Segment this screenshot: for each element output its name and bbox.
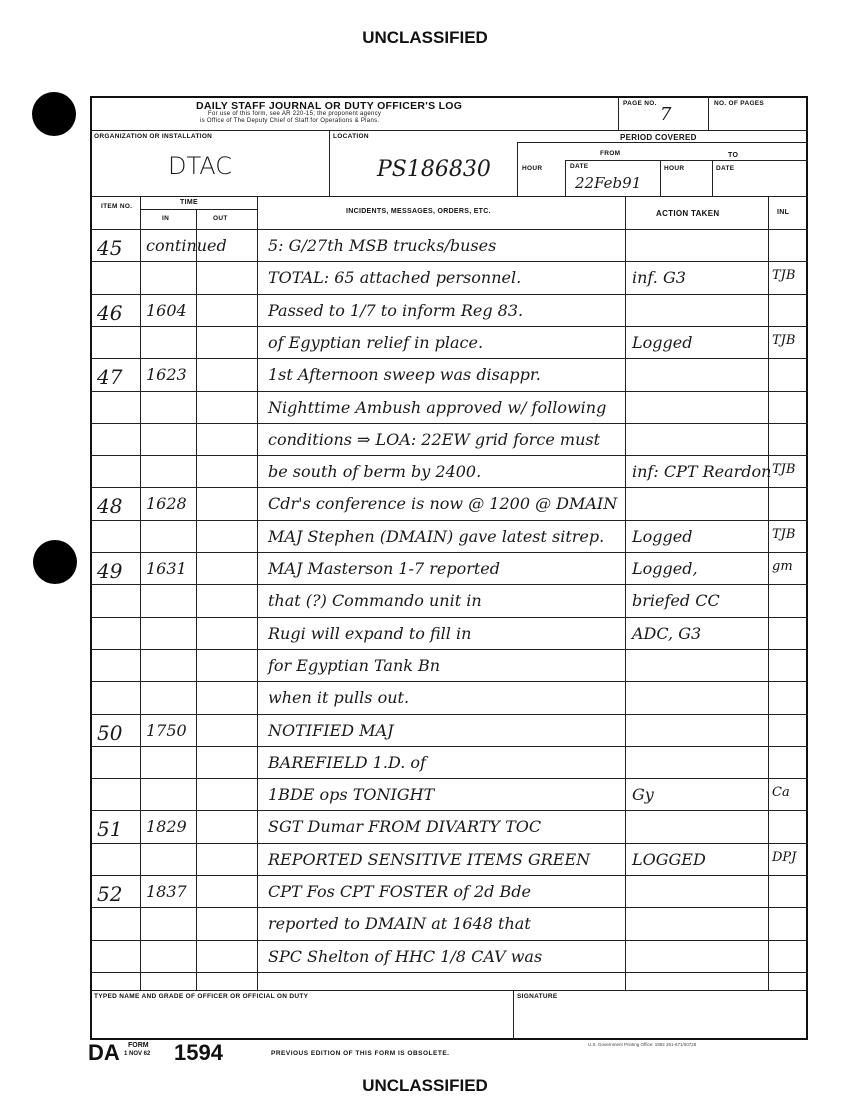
initials: DPJ <box>772 850 797 865</box>
time-in: 1750 <box>146 721 187 740</box>
time-in: 1829 <box>146 817 187 836</box>
row-divider <box>90 520 808 521</box>
row-divider <box>90 746 808 747</box>
form-word: FORM <box>128 1042 149 1049</box>
initials: gm <box>772 559 793 574</box>
row-divider <box>90 649 808 650</box>
row-divider <box>90 843 808 844</box>
initials: Ca <box>772 785 790 800</box>
action-taken: Logged <box>632 333 693 352</box>
item-number: 47 <box>97 365 123 389</box>
entry-text: BAREFIELD 1.D. of <box>268 753 426 772</box>
page-no-value: 7 <box>660 104 672 125</box>
from-label: FROM <box>600 150 621 157</box>
col-out: OUT <box>213 215 228 222</box>
col-inl: INL <box>777 209 790 216</box>
time-in: 1837 <box>146 882 187 901</box>
form-subtitle-1: For use of this form, see AR 220-15; the proponent agency <box>208 111 382 117</box>
row-divider <box>90 391 808 392</box>
typed-name-label: TYPED NAME AND GRADE OF OFFICER OR OFFICIAL ON DUTY <box>94 993 309 1000</box>
entry-text: when it pulls out. <box>268 688 410 707</box>
row-divider <box>90 261 808 262</box>
no-of-pages-label: NO. OF PAGES <box>714 100 765 107</box>
entry-text: of Egyptian relief in place. <box>268 333 484 352</box>
row-divider <box>90 423 808 424</box>
row-divider <box>90 972 808 973</box>
previous-edition-note: PREVIOUS EDITION OF THIS FORM IS OBSOLETE. <box>271 1050 450 1057</box>
item-number: 50 <box>97 721 123 745</box>
entry-text: MAJ Masterson 1-7 reported <box>268 559 500 578</box>
form-number: 1594 <box>174 1040 223 1065</box>
entry-text: conditions ⇒ LOA: 22EW grid force must <box>268 430 601 449</box>
col-item-no: ITEM NO. <box>101 203 133 210</box>
row-divider <box>90 358 808 359</box>
classification-top: UNCLASSIFIED <box>362 28 488 47</box>
col-in: IN <box>162 215 170 222</box>
item-number: 49 <box>97 559 123 583</box>
entry-text: be south of berm by 2400. <box>268 462 482 481</box>
period-covered-label: PERIOD COVERED <box>620 133 697 142</box>
to-hour-label: HOUR <box>664 165 685 172</box>
action-taken: inf: CPT Reardon <box>632 462 772 481</box>
item-number: 48 <box>97 494 123 518</box>
form-date: 1 NOV 62 <box>124 1051 151 1057</box>
entry-text: Cdr's conference is now @ 1200 @ DMAIN <box>268 494 618 513</box>
row-divider <box>90 940 808 941</box>
from-hour-label: HOUR <box>522 165 543 172</box>
action-taken: inf. G3 <box>632 268 686 287</box>
item-number: 45 <box>97 236 123 260</box>
initials: TJB <box>772 527 796 542</box>
col-time: TIME <box>180 199 198 206</box>
org-value: DTAC <box>168 152 233 180</box>
entry-text: for Egyptian Tank Bn <box>268 656 441 675</box>
to-label: TO <box>728 152 739 159</box>
time-in: 1604 <box>146 301 187 320</box>
form-subtitle-2: is Office of The Deputy Chief of Staff for Operations & Plans. <box>200 118 380 124</box>
entry-text: REPORTED SENSITIVE ITEMS GREEN <box>268 850 591 869</box>
entry-text: that (?) Commando unit in <box>268 591 482 610</box>
action-taken: Logged <box>632 527 693 546</box>
entry-text: CPT Fos CPT FOSTER of 2d Bde <box>268 882 531 901</box>
entry-text: Passed to 1/7 to inform Reg 83. <box>268 301 524 320</box>
entry-text: MAJ Stephen (DMAIN) gave latest sitrep. <box>268 527 605 546</box>
entry-text: SPC Shelton of HHC 1/8 CAV was <box>268 947 543 966</box>
location-value: PS186830 <box>377 157 491 182</box>
time-in: 1631 <box>146 559 187 578</box>
row-divider <box>90 455 808 456</box>
entry-text: reported to DMAIN at 1648 that <box>268 914 531 933</box>
row-divider <box>90 778 808 779</box>
entry-text: NOTIFIED MAJ <box>268 721 394 740</box>
location-label: LOCATION <box>333 133 369 140</box>
row-divider <box>90 294 808 295</box>
entry-text: TOTAL: 65 attached personnel. <box>268 268 522 287</box>
row-divider <box>90 907 808 908</box>
gpo-imprint: U.S. Government Printing Office: 1982 261-671/00728 <box>588 1042 697 1047</box>
signature-label: SIGNATURE <box>517 993 558 1000</box>
entry-text: 5: G/27th MSB trucks/buses <box>268 236 497 255</box>
row-divider <box>90 875 808 876</box>
action-taken: Gy <box>632 785 654 804</box>
action-taken: LOGGED <box>632 850 706 869</box>
row-divider <box>90 714 808 715</box>
initials: TJB <box>772 333 796 348</box>
row-divider <box>90 229 808 230</box>
time-in: 1628 <box>146 494 187 513</box>
action-taken: Logged, <box>632 559 698 578</box>
from-date-label: DATE <box>570 163 589 170</box>
to-date-label: DATE <box>716 165 735 172</box>
punch-hole-middle <box>33 540 77 584</box>
org-label: ORGANIZATION OR INSTALLATION <box>94 133 213 140</box>
punch-hole-top <box>32 92 76 136</box>
col-incidents: INCIDENTS, MESSAGES, ORDERS, ETC. <box>346 208 491 215</box>
from-date-value: 22Feb91 <box>575 174 642 192</box>
item-number: 52 <box>97 882 123 906</box>
item-number: 51 <box>97 817 123 841</box>
entry-text: Nighttime Ambush approved w/ following <box>268 398 607 417</box>
entry-text: SGT Dumar FROM DIVARTY TOC <box>268 817 542 836</box>
row-divider <box>90 584 808 585</box>
entry-text: 1st Afternoon sweep was disappr. <box>268 365 541 384</box>
action-taken: ADC, G3 <box>632 624 702 643</box>
action-taken: briefed CC <box>632 591 720 610</box>
row-divider <box>90 617 808 618</box>
row-divider <box>90 326 808 327</box>
initials: TJB <box>772 268 796 283</box>
row-divider <box>90 552 808 553</box>
form-da: DA <box>88 1040 120 1065</box>
form-title: DAILY STAFF JOURNAL OR DUTY OFFICER'S LOG <box>196 100 463 112</box>
entry-text: 1BDE ops TONIGHT <box>268 785 435 804</box>
row-divider <box>90 681 808 682</box>
entry-text: Rugi will expand to fill in <box>268 624 472 643</box>
page-no-label: PAGE NO. <box>623 100 657 107</box>
time-in: continued <box>146 236 227 255</box>
col-action-taken: ACTION TAKEN <box>656 209 720 218</box>
time-in: 1623 <box>146 365 187 384</box>
row-divider <box>90 810 808 811</box>
classification-bottom: UNCLASSIFIED <box>362 1076 488 1095</box>
item-number: 46 <box>97 301 123 325</box>
row-divider <box>90 487 808 488</box>
initials: TJB <box>772 462 796 477</box>
